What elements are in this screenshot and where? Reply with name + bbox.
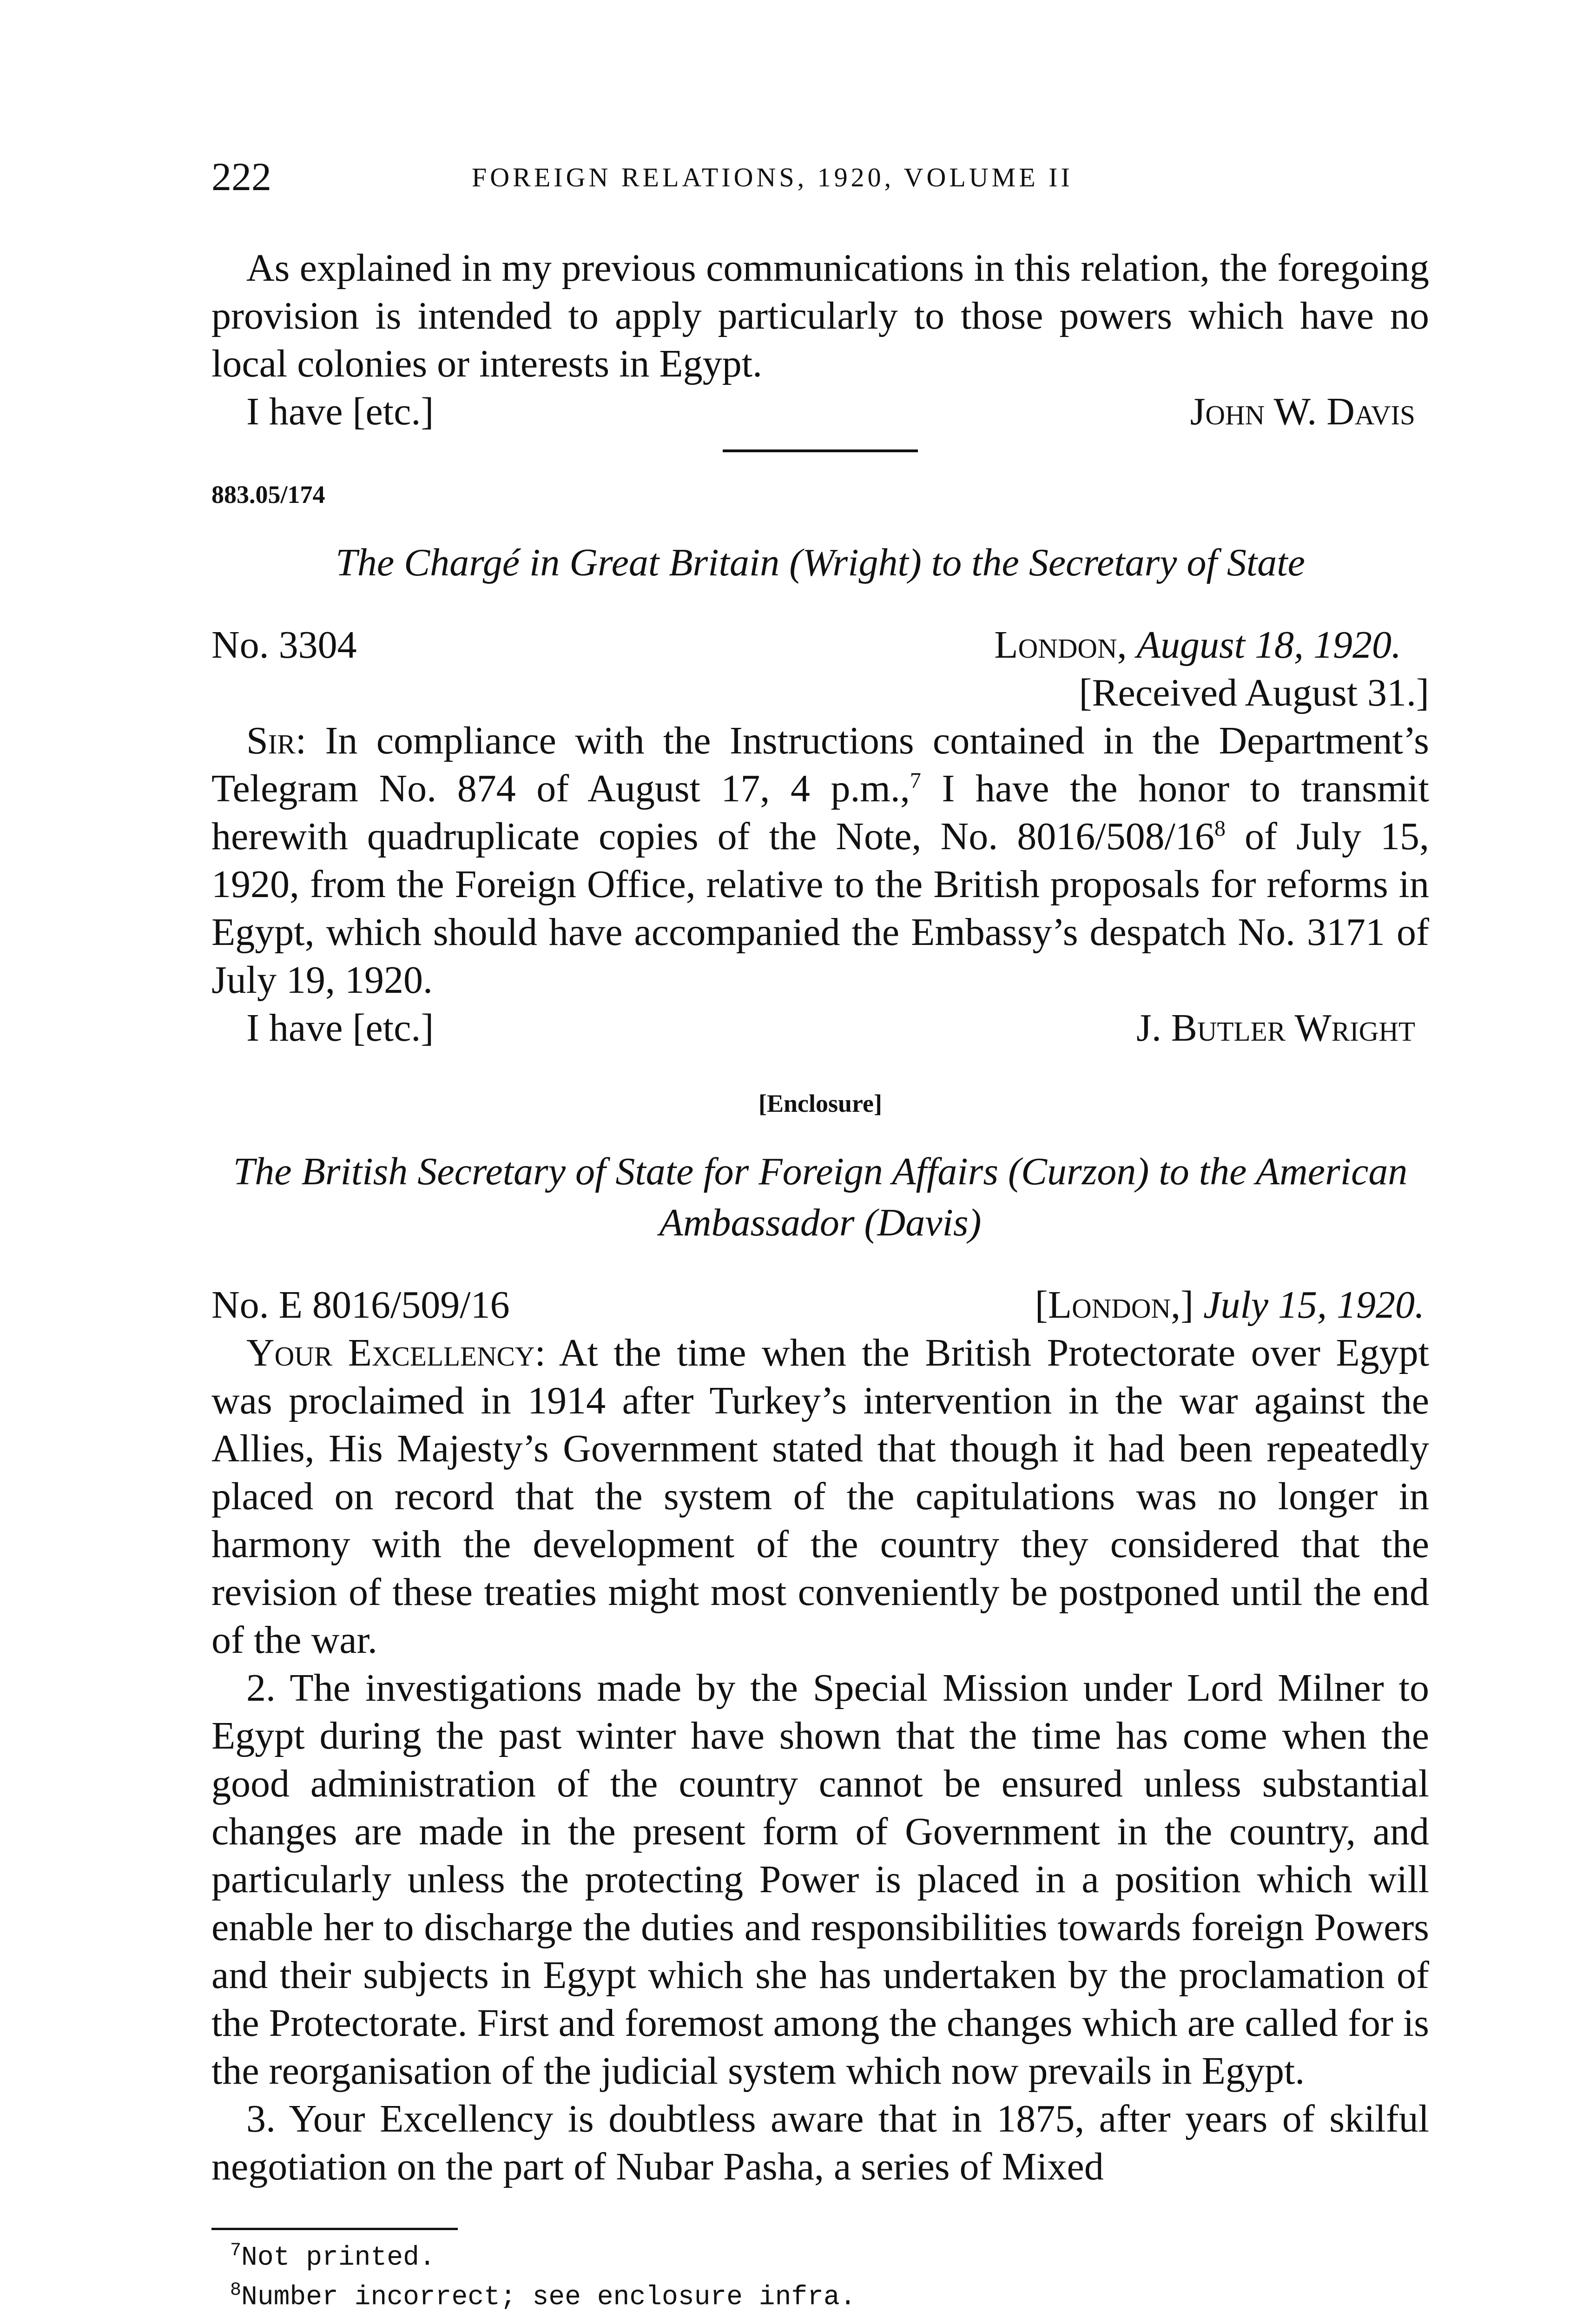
footnote-7-number: 7	[230, 2240, 242, 2261]
footnote-8-text: Number incorrect; see enclosure infra.	[241, 2282, 856, 2313]
running-head: FOREIGN RELATIONS, 1920, VOLUME II	[472, 162, 1073, 192]
document-number: No. 3304	[211, 623, 357, 667]
intro-closing-row	[211, 388, 1429, 436]
document-body-b: I have the honor to transmit herewith quadruplicate copies of the Note, No. 8016/508/16	[211, 767, 1429, 858]
intro-paragraph: As explained in my previous communications in this relation, the foregoing provision is intended to apply particularly to those powers which have no local colonies or interests in Egypt.	[211, 246, 1429, 385]
enclosure-label: [Enclosure]	[758, 1089, 882, 1117]
section-divider	[723, 449, 918, 452]
footnote-8-number: 8	[230, 2280, 242, 2301]
footnote-7-text: Not printed.	[241, 2243, 435, 2273]
enclosure-para1-text: : At the time when the British Protectorate over Egypt was proclaimed in 1914 after Turkey’s intervention in the war against the Allies, His Majesty’s Government stated that though it had been repeatedly placed on record that the system of the capitulations was no longer in harmony with the development of the country they considered that the revision of these treaties might most conveniently be postponed until the end of the war.	[211, 1331, 1430, 1662]
enclosure-title: The British Secretary of State for Foreign Affairs (Curzon) to the American Ambassador (Davis)	[233, 1150, 1408, 1244]
document-closing: I have [etc.]	[246, 1006, 434, 1050]
enclosure-place-date	[1035, 1281, 1429, 1329]
document-title: The Chargé in Great Britain (Wright) to the Secretary of State	[336, 541, 1305, 584]
enclosure-salutation: Your Excellency	[246, 1331, 535, 1374]
footnote-ref-7: 7	[910, 768, 921, 793]
page-number: 222	[211, 154, 271, 199]
enclosure-number: No. E 8016/509/16	[211, 1283, 510, 1327]
footnote-ref-8: 8	[1214, 816, 1226, 841]
enclosure-paragraph-1	[211, 1329, 1429, 1664]
document-body-c: of July 15, 1920, from the Foreign Office, relative to the British proposals for reforms in Egypt, which should have accompanied the Embassy’s despatch No. 3171 of July 19, 1920.	[211, 815, 1429, 1002]
document-dateline	[211, 621, 1429, 669]
footnote-7	[211, 2235, 1429, 2274]
enclosure-date: July 15, 1920.	[1203, 1283, 1424, 1327]
enclosure-place: [London,]	[1035, 1283, 1194, 1327]
enclosure-paragraph-3: 3. Your Excellency is doubtless aware that in 1875, after years of skilful negotiation on the part of Nubar Pasha, a series of Mixed	[211, 2097, 1429, 2188]
document-place: London,	[994, 623, 1127, 667]
footnote-rule	[211, 2228, 458, 2230]
document-place-date	[994, 621, 1429, 669]
document-salutation: Sir	[246, 719, 296, 762]
document-closing-row	[211, 1004, 1429, 1052]
intro-closing: I have [etc.]	[246, 390, 434, 433]
intro-signature: John W. Davis	[1190, 390, 1415, 433]
document-body-a: : In compliance with the Instructions contained in the Department’s Telegram No. 874 of August 17, 4 p.m.,	[211, 719, 1429, 810]
document-signature: J. Butler Wright	[1136, 1006, 1415, 1050]
document-body	[211, 717, 1429, 1004]
page-header	[211, 153, 1429, 205]
footnote-8	[211, 2274, 1429, 2314]
document-reference: 883.05/174	[211, 481, 325, 508]
page-body	[211, 244, 1429, 2314]
enclosure-dateline	[211, 1281, 1429, 1329]
enclosure-paragraph-2: 2. The investigations made by the Special Mission under Lord Milner to Egypt during the past winter have shown that the time has come when the good administration of the country cannot be ensured unless substantial changes are made in the present form of Government in the country, and particularly unless the protecting Power is placed in a position which will enable her to discharge the duties and responsibilities towards foreign Powers and their subjects in Egypt which she has undertaken by the proclamation of the Protectorate. First and foremost among the changes which are called for is the reorganisation of the judicial system which now prevails in Egypt.	[211, 1666, 1429, 2093]
document-received: [Received August 31.]	[1079, 671, 1429, 714]
document-date: August 18, 1920.	[1136, 623, 1401, 667]
